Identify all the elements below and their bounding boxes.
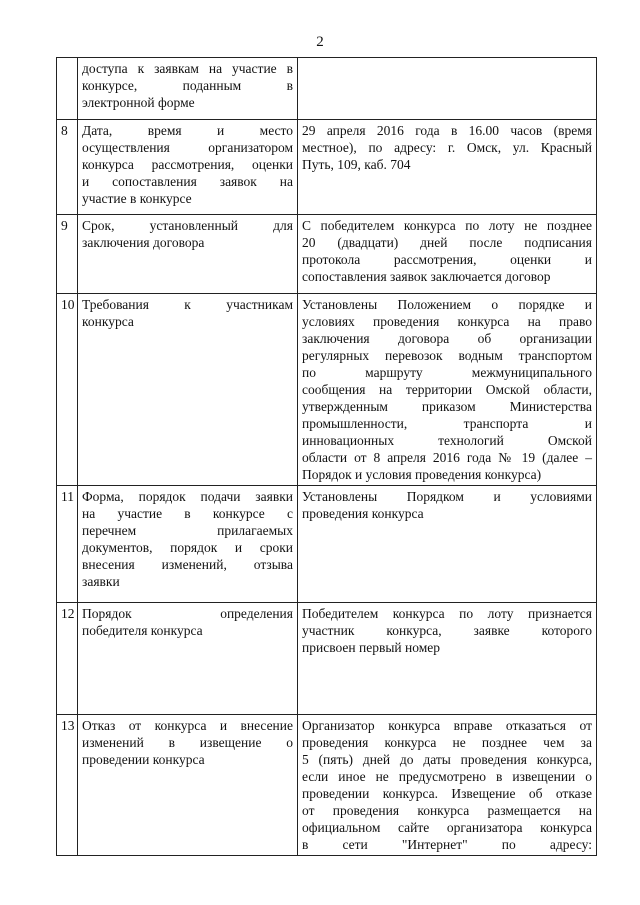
row-content	[298, 215, 597, 294]
text-line: по маршруту межмуниципального	[302, 365, 592, 380]
row-name	[78, 294, 298, 486]
text-line: Порядок и условия проведения конкурса)	[302, 467, 542, 482]
text-line: инновационных технологий Омской	[302, 433, 592, 448]
text-line: перечнем прилагаемых	[82, 523, 293, 538]
text-line: регулярных перевозок водным транспортом	[302, 348, 592, 363]
text-line: сопоставления заявок заключается договор	[302, 269, 551, 284]
text-line: официальном сайте организатора конкурса	[302, 820, 592, 835]
text-line: электронной форме	[82, 95, 195, 110]
row-name	[78, 58, 298, 120]
table-row	[57, 603, 597, 715]
row-number: 9	[57, 215, 78, 294]
row-number: 8	[57, 120, 78, 215]
row-number: 11	[57, 486, 78, 603]
text-line: на участие в конкурсе с	[82, 506, 293, 521]
text-line: условиях проведения конкурса на право	[302, 314, 592, 329]
row-name	[78, 715, 298, 856]
table-row	[57, 58, 597, 120]
row-number	[57, 58, 78, 120]
text-line: 20 (двадцати) дней после подписания	[302, 235, 592, 250]
text-line: Отказ от конкурса и внесение	[82, 718, 293, 733]
row-content	[298, 486, 597, 603]
text-line: присвоен первый номер	[302, 640, 440, 655]
row-number: 10	[57, 294, 78, 486]
text-line: 29 апреля 2016 года в 16.00 часов (время	[302, 123, 592, 138]
text-line: внесения изменений, отзыва	[82, 557, 293, 572]
text-line: конкурса	[82, 314, 134, 329]
text-line: заключения договора об организации	[302, 331, 592, 346]
text-line: проведения конкурса не позднее чем за	[302, 735, 592, 750]
notice-table	[56, 57, 597, 856]
text-line: в сети "Интернет" по адресу:	[302, 837, 592, 852]
text-line: заключения договора	[82, 235, 205, 250]
table-row	[57, 486, 597, 603]
text-line: проведении конкурса	[82, 752, 205, 767]
text-line: конкурса рассмотрения, оценки	[82, 157, 293, 172]
text-line: местное), по адресу: г. Омск, ул. Красный	[302, 140, 592, 155]
text-line: осуществления организатором	[82, 140, 293, 155]
text-line: Победителем конкурса по лоту признается	[302, 606, 592, 621]
text-line: утвержденным приказом Министерства	[302, 399, 592, 414]
row-content	[298, 58, 597, 120]
text-line: С победителем конкурса по лоту не позднее	[302, 218, 592, 233]
text-line: участник конкурса, заявке которого	[302, 623, 592, 638]
text-line: и сопоставления заявок на	[82, 174, 293, 189]
row-number: 12	[57, 603, 78, 715]
row-name	[78, 215, 298, 294]
text-line: промышленности, транспорта и	[302, 416, 592, 431]
row-name	[78, 603, 298, 715]
text-line: Форма, порядок подачи заявки	[82, 489, 293, 504]
text-line: участие в конкурсе	[82, 191, 192, 206]
text-line: от проведения конкурса размещается на	[302, 803, 592, 818]
text-line: сообщения на территории Омской области,	[302, 382, 592, 397]
row-name	[78, 486, 298, 603]
text-line: 5 (пять) дней до даты проведения конкурса,	[302, 752, 592, 767]
table-row	[57, 715, 597, 856]
row-content	[298, 294, 597, 486]
text-line: документов, порядок и сроки	[82, 540, 293, 555]
text-line: Путь, 109, каб. 704	[302, 157, 411, 172]
text-line: проведения конкурса	[302, 506, 424, 521]
row-name	[78, 120, 298, 215]
text-line: Требования к участникам	[82, 297, 293, 312]
text-line: заявки	[82, 574, 120, 589]
text-line: изменений в извещение о	[82, 735, 293, 750]
row-content	[298, 715, 597, 856]
text-line: если иное не предусмотрено в извещении о	[302, 769, 592, 784]
text-line: Дата, время и место	[82, 123, 293, 138]
text-line: Организатор конкурса вправе отказаться от	[302, 718, 592, 733]
text-line: доступа к заявкам на участие в	[82, 61, 293, 76]
row-content	[298, 120, 597, 215]
text-line: проведении конкурса. Извещение об отказе	[302, 786, 592, 801]
row-number: 13	[57, 715, 78, 856]
text-line: Срок, установленный для	[82, 218, 293, 233]
table-row	[57, 294, 597, 486]
page-number: 2	[316, 34, 324, 50]
text-line: победителя конкурса	[82, 623, 203, 638]
text-line: протокола рассмотрения, оценки и	[302, 252, 592, 267]
text-line: Установлены Положением о порядке и	[302, 297, 592, 312]
text-line: конкурсе, поданным в	[82, 78, 293, 93]
table-row	[57, 215, 597, 294]
text-line: Порядок определения	[82, 606, 293, 621]
text-line: Установлены Порядком и условиями	[302, 489, 592, 504]
row-content	[298, 603, 597, 715]
table-row	[57, 120, 597, 215]
text-line: области от 8 апреля 2016 года № 19 (далее –	[302, 450, 592, 465]
